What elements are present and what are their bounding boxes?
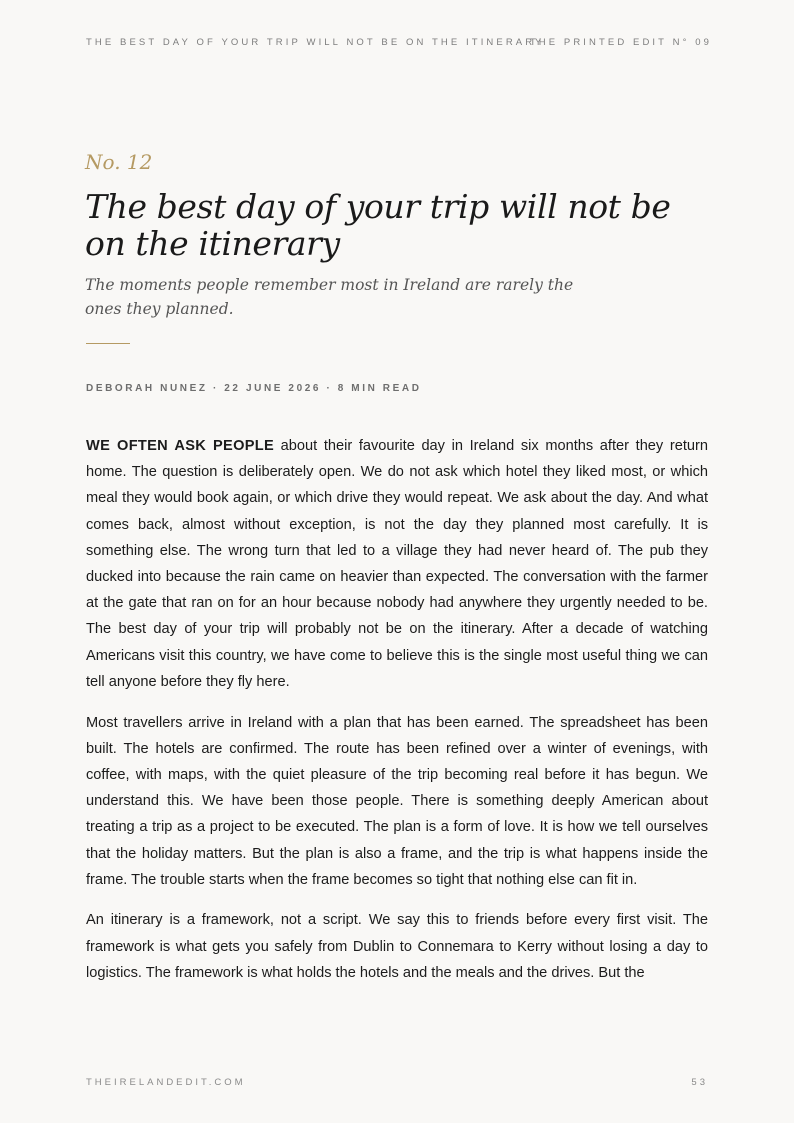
lead-in: WE OFTEN ASK PEOPLE [86,438,275,454]
article-byline: DEBORAH NUNEZ · 22 JUNE 2026 · 8 MIN READ [86,383,422,394]
paragraph-1-text: about their favourite day in Ireland six months after they return home. The question is deliberately open. We do not ask which hotel they liked most, or which meal they would book again, or which drive they would repeat. We ask about the day. And what comes back, almost without exception, is not the day they planned most carefully. It is something else. The wrong turn that led to a village they had never heard of. The pub they ducked into because the rain came on heavier than expected. The conversation with the farmer at the gate that ran on for an hour because nobody had anywhere they urgently needed to be. The best day of your trip will probably not be on the itinerary. After a decade of watching Americans visit this country, we have come to believe this is the single most useful thing we can tell anyone before they fly here. [86,438,708,690]
accent-rule [86,343,130,344]
footer-page-number: 53 [691,1077,708,1088]
body-paragraph-1 [86,433,708,695]
running-head [86,37,712,51]
body-paragraph-3: An itinerary is a framework, not a script. We say this to friends before every first visit. The framework is what gets you safely from Dublin to Connemara to Kerry without losing a day to logistics. The framework is what holds the hotels and the meals and the drives. But the [86,912,708,981]
running-head-edition: THE PRINTED EDIT N° 09 [529,37,712,48]
footer-site: THEIRELANDEDIT.COM [86,1077,246,1088]
issue-number: No. 12 [85,150,153,174]
article-standfirst: The moments people remember most in Ireland are rarely the ones they planned. [85,276,574,318]
article-headline: The best day of your trip will not be on the itinerary [85,187,671,263]
article-body [86,433,708,1001]
body-paragraph-2: Most travellers arrive in Ireland with a plan that has been earned. The spreadsheet has been built. The hotels are confirmed. The route has been refined over a winter of evenings, with coffee, with maps, with the quiet pleasure of the trip becoming real before it has begun. We understand this. We have been those people. There is something deeply American about treating a trip as a project to be executed. The plan is a form of love. It is how we tell ourselves that the holiday matters. But the plan is also a frame, and the trip is what happens inside the frame. The trouble starts when the frame becomes so tight that nothing else can fit in. [86,714,708,888]
running-head-title: THE BEST DAY OF YOUR TRIP WILL NOT BE ON THE ITINERARY [86,37,545,48]
